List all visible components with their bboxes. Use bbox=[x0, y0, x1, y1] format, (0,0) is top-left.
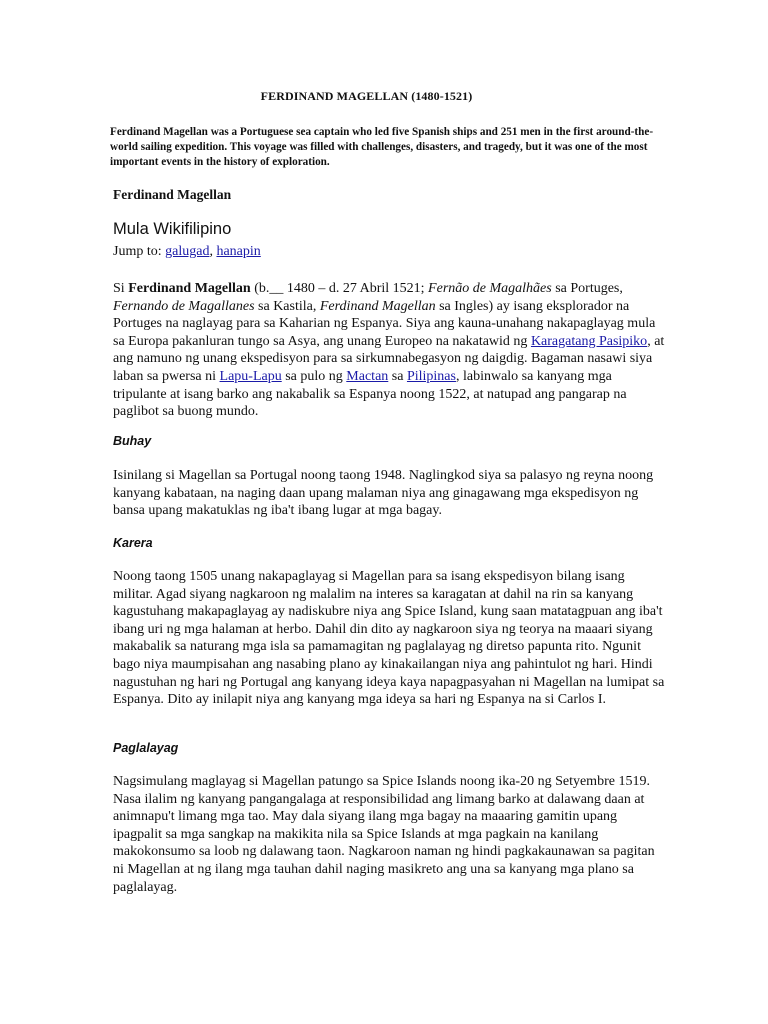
section-heading-paglalayag: Paglalayag bbox=[113, 741, 179, 755]
lead-text: Si bbox=[113, 281, 129, 296]
jump-separator: , bbox=[209, 244, 213, 259]
jump-to-line bbox=[113, 244, 261, 260]
lead-text: sa Kastila, bbox=[254, 298, 320, 314]
jump-galugad-link[interactable]: galugad bbox=[165, 244, 210, 259]
wiki-title: Mula Wikifilipino bbox=[113, 220, 232, 238]
jump-hanapin-link[interactable]: hanapin bbox=[216, 244, 261, 259]
section-text-paglalayag: Nagsimulang maglayag si Magellan patungo sa Spice Islands noong ika-20 ng Setyembre 1519. Nasa ilalim ng kanyang pangangalaga at responsibilidad ang limang barko at dalawang daan at animnapu't limang mga tao. May dala siyang ilang mga bagay na maaaring gamitin upang ipagpalit sa mga sangkap na makikita nila sa Spice Islands at mga pagkain na kanilang makokonsumo sa loob ng dalawang taon. Nagkaroon naman ng hindi pagkakaunawan sa pagitan ni Magellan at ng ilang mga tauhan dahil naging masikreto ang una sa kanyang mga plano sa paglalayag. bbox=[113, 774, 655, 895]
document-title: FERDINAND MAGELLAN (1480-1521) bbox=[260, 89, 473, 103]
spanish-name: Fernando de Magallanes bbox=[113, 298, 255, 314]
lead-text: (b.__ 1480 – d. 27 Abril 1521; bbox=[250, 281, 429, 296]
portuguese-name: Fernão de Magalhães bbox=[428, 281, 552, 296]
lead-subject-name: Ferdinand Magellan bbox=[128, 281, 251, 296]
english-name: Ferdinand Magellan bbox=[319, 298, 436, 314]
mactan-link[interactable]: Mactan bbox=[346, 368, 389, 384]
section-heading-buhay: Buhay bbox=[113, 434, 152, 448]
lead-paragraph bbox=[113, 280, 666, 421]
lead-text: sa Portuges, bbox=[551, 281, 623, 296]
lead-text: , labinwalo sa kanyang mga tripulante at isang barko ang nakabalik sa Espanya noong 1522, at natupad ang pangarap na paglibot sa buong mundo. bbox=[113, 368, 627, 420]
section-text-buhay: Isinilang si Magellan sa Portugal noong taong 1948. Naglingkod siya sa palasyo ng reyna noong kanyang kabataan, na naging daan upang malaman niya ang ginagawang mga ekspedisyon ng bansa upang makatuklas ng iba't ibang lugar at mga bagay. bbox=[113, 468, 654, 519]
section-text-karera: Noong taong 1505 unang nakapaglayag si Magellan para sa isang ekspedisyon bilang isang militar. Agad siyang nagkaroon ng malalim na interes sa karagatan at dahil na rin sa kanyang kagustuhang makapaglayag ay nadiskubre niya ang Spice Island, kung saan matatagpuan ang iba't ibang uri ng mga halaman at herbo. Dahil din dito ay nagkaroon siya ng teorya na maaari siyang makabalik sa naturang mga isla sa pamamagitan ng paglalayag ng diretso papunta rito. Ngunit bago niya maumpisahan ang nasabing plano ay kinakailangan niya ang pahintulot ng hari. Hindi nagustuhan ng hari ng Portugal ang kanyang ideya kaya napagpasyahan ni Magellan na lumipat sa Espanya. Dito ay inilapit niya ang kanyang mga ideya sa hari ng Espanya na si Carlos I. bbox=[113, 569, 665, 708]
pacific-ocean-link[interactable]: Karagatang Pasipiko bbox=[530, 333, 648, 349]
lead-text: , at ang namuno ng unang ekspedisyon para sa sirkumnabegasyon ng daigdig. Bagaman nasawi siya laban sa pwersa ni bbox=[113, 333, 665, 384]
section-heading-karera: Karera bbox=[113, 536, 153, 550]
intro-summary: Ferdinand Magellan was a Portuguese sea captain who led five Spanish ships and 251 men in the first around-the-world sailing expedition. This voyage was filled with challenges, disasters, and tragedy, but it was one of the most important events in the history of exploration. bbox=[110, 126, 654, 168]
lead-text: sa bbox=[388, 368, 407, 384]
lapu-lapu-link[interactable]: Lapu-Lapu bbox=[219, 368, 282, 384]
lead-text: sa Ingles) ay isang eksplorador na Portuges na naglayag para sa Kaharian ng Espanya. Siya ang kauna-unahang nakapaglayag mula sa Europa pakanluran tungo sa Asya, ang unang Europeo na nakatawid ng bbox=[113, 298, 656, 349]
subject-heading: Ferdinand Magellan bbox=[113, 187, 232, 202]
lead-text: sa pulo ng bbox=[281, 368, 347, 384]
jump-to-label: Jump to: bbox=[113, 244, 162, 259]
pilipinas-link[interactable]: Pilipinas bbox=[406, 368, 456, 384]
